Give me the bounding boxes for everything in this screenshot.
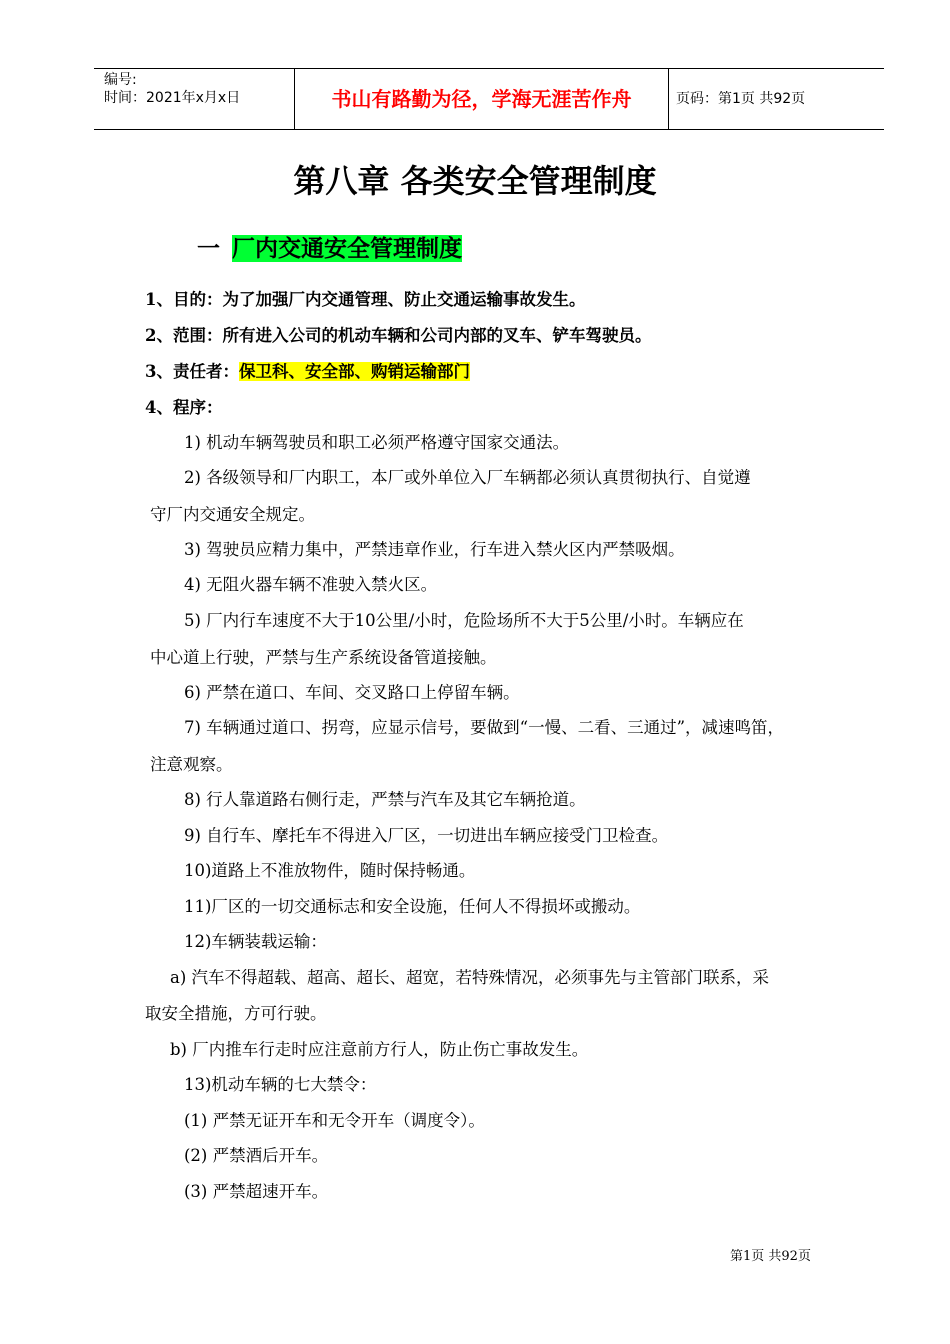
procedure-line: (2) 严禁酒后开车。 xyxy=(184,1146,329,1165)
procedure-line: 2) 各级领导和厂内职工，本厂或外单位入厂车辆都必须认真贯彻执行、自觉遵 xyxy=(184,468,751,487)
item-purpose: 1、目的：为了加强厂内交通管理、防止交通运输事故发生。 xyxy=(145,290,586,309)
procedure-line: 11)厂区的一切交通标志和安全设施，任何人不得损坏或搬动。 xyxy=(184,897,641,916)
header-motto-cell xyxy=(294,69,669,129)
page-header xyxy=(94,68,884,130)
header-motto: 书山有路勤为径，学海无涯苦作舟 xyxy=(331,87,632,111)
procedure-line: 10)道路上不准放物件，随时保持畅通。 xyxy=(184,861,476,880)
procedure-line: b) 厂内推车行走时应注意前方行人，防止伤亡事故发生。 xyxy=(170,1040,589,1059)
procedure-line: 1) 机动车辆驾驶员和职工必须严格遵守国家交通法。 xyxy=(184,433,570,452)
procedure-line: 注意观察。 xyxy=(150,755,233,774)
section-number: 一 xyxy=(197,235,220,262)
procedure-line: 13)机动车辆的七大禁令： xyxy=(184,1075,377,1094)
procedure-line: 7) 车辆通过道口、拐弯，应显示信号，要做到“一慢、二看、三通过”，减速鸣笛， xyxy=(184,718,785,737)
procedure-line: 中心道上行驶，严禁与生产系统设备管道接触。 xyxy=(150,648,497,667)
procedure-line: 8) 行人靠道路右侧行走，严禁与汽车及其它车辆抢道。 xyxy=(184,790,586,809)
chapter-title: 第八章 各类安全管理制度 xyxy=(293,162,657,200)
item-responsible xyxy=(145,360,470,384)
item-responsible-value: 保卫科、安全部、购销运输部门 xyxy=(238,362,470,381)
procedure-line: a) 汽车不得超载、超高、超长、超宽，若特殊情况，必须事先与主管部门联系，采 xyxy=(170,968,770,987)
item-procedure: 4、程序： xyxy=(145,398,223,417)
item-responsible-label: 3、责任者： xyxy=(145,362,239,381)
procedure-line: (1) 严禁无证开车和无令开车（调度令）。 xyxy=(184,1111,485,1130)
header-page-cell xyxy=(668,69,884,129)
procedure-line: 3) 驾驶员应精力集中，严禁违章作业，行车进入禁火区内严禁吸烟。 xyxy=(184,540,685,559)
section-title: 厂内交通安全管理制度 xyxy=(232,235,462,262)
procedure-line: 5) 厂内行车速度不大于10公里/小时，危险场所不大于5公里/小时。车辆应在 xyxy=(184,611,744,630)
procedure-line: (3) 严禁超速开车。 xyxy=(184,1182,329,1201)
procedure-line: 9) 自行车、摩托车不得进入厂区，一切进出车辆应接受门卫检查。 xyxy=(184,826,669,845)
procedure-line: 4) 无阻火器车辆不准驶入禁火区。 xyxy=(184,575,438,594)
procedure-line: 6) 严禁在道口、车间、交叉路口上停留车辆。 xyxy=(184,683,520,702)
procedure-line: 12)车辆装载运输： xyxy=(184,932,327,951)
document-number-label: 编号: xyxy=(104,72,137,88)
document-time-label: 时间：2021年x月x日 xyxy=(104,90,241,106)
procedure-line: 取安全措施，方可行驶。 xyxy=(145,1004,327,1023)
header-meta-cell xyxy=(94,69,294,129)
procedure-line: 守厂内交通安全规定。 xyxy=(150,505,315,524)
section-heading xyxy=(197,233,462,265)
item-scope: 2、范围：所有进入公司的机动车辆和公司内部的叉车、铲车驾驶员。 xyxy=(145,326,652,345)
page-footer: 第1页 共92页 xyxy=(730,1249,811,1264)
header-page-code: 页码：第1页 共92页 xyxy=(676,91,806,107)
